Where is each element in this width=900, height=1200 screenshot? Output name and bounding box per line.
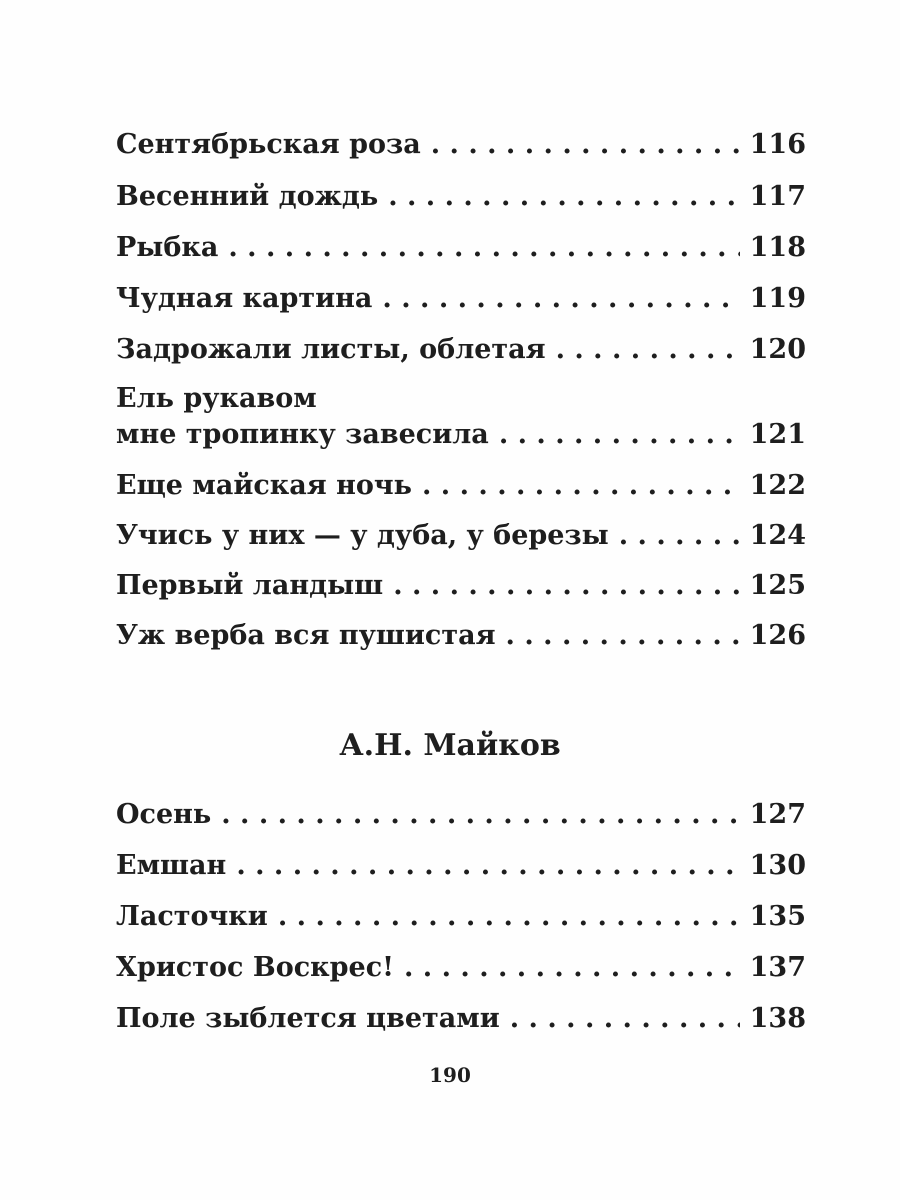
dot-leader xyxy=(388,179,739,215)
dot-leader xyxy=(221,797,739,833)
toc-entry-title: Первый ландыш xyxy=(116,570,384,601)
toc-entry-last-line xyxy=(116,417,806,453)
toc-entry xyxy=(116,179,806,215)
toc-entry xyxy=(116,797,806,833)
toc-entry-page: 130 xyxy=(749,850,806,881)
toc-entry xyxy=(116,127,806,163)
toc-entry-page: 119 xyxy=(749,283,806,314)
toc-entry xyxy=(116,1001,806,1037)
dot-leader xyxy=(556,332,740,368)
toc-entry-page: 126 xyxy=(749,620,806,651)
toc-entry-multiline xyxy=(116,381,806,453)
dot-leader xyxy=(431,127,740,163)
page-number: 190 xyxy=(429,1063,471,1087)
toc-entry-title: Христос Воскрес! xyxy=(116,952,394,983)
toc-entry-page: 137 xyxy=(749,952,806,983)
toc-entry-title: Весенний дождь xyxy=(116,181,379,212)
toc-entry-page: 117 xyxy=(749,181,806,212)
toc-entry-title: Поле зыблется цветами xyxy=(116,1003,500,1034)
toc-entry xyxy=(116,468,806,504)
toc-entry xyxy=(116,518,806,554)
toc-entry xyxy=(116,230,806,266)
toc-entry-page: 121 xyxy=(749,419,806,450)
dot-leader xyxy=(510,1001,740,1037)
toc-entry-title: Еще майская ночь xyxy=(116,470,412,501)
toc-entry xyxy=(116,950,806,986)
toc-entry-page: 118 xyxy=(749,232,806,263)
toc-entry-page: 135 xyxy=(749,901,806,932)
toc-entry-page: 116 xyxy=(749,129,806,160)
toc-entry-page: 138 xyxy=(749,1003,806,1034)
toc-entry-page: 127 xyxy=(749,799,806,830)
dot-leader xyxy=(499,417,740,453)
section-author-heading: А.Н. Майков xyxy=(339,728,561,763)
dot-leader xyxy=(404,950,740,986)
toc-entry xyxy=(116,568,806,604)
toc-entry-title: Уж верба вся пушистая xyxy=(116,620,496,651)
dot-leader xyxy=(278,899,740,935)
toc-entry-title: Задрожали листы, облетая xyxy=(116,334,546,365)
toc-entry-title-line2: мне тропинку завесила xyxy=(116,419,489,450)
toc-entry xyxy=(116,848,806,884)
toc-entry-page: 122 xyxy=(749,470,806,501)
toc-entry xyxy=(116,281,806,317)
toc-entry-page: 124 xyxy=(749,520,806,551)
toc-entry-page: 120 xyxy=(749,334,806,365)
dot-leader xyxy=(393,568,739,604)
dot-leader xyxy=(228,230,739,266)
toc-entry-page: 125 xyxy=(749,570,806,601)
toc-entry-title: Рыбка xyxy=(116,232,219,263)
toc-entry-title: Ласточки xyxy=(116,901,268,932)
toc-entry-title: Емшан xyxy=(116,850,227,881)
dot-leader xyxy=(422,468,740,504)
dot-leader xyxy=(506,618,740,654)
toc-entry xyxy=(116,332,806,368)
toc-entry xyxy=(116,899,806,935)
toc-entry-title: Учись у них — у дуба, у березы xyxy=(116,520,609,551)
dot-leader xyxy=(236,848,739,884)
toc-entry-title-line1: Ель рукавом xyxy=(116,383,317,414)
toc-entry xyxy=(116,618,806,654)
toc-entry-title: Осень xyxy=(116,799,212,830)
toc-entry-title: Чудная картина xyxy=(116,283,373,314)
dot-leader xyxy=(382,281,739,317)
dot-leader xyxy=(619,518,740,554)
toc-entry-title: Сентябрьская роза xyxy=(116,129,421,160)
